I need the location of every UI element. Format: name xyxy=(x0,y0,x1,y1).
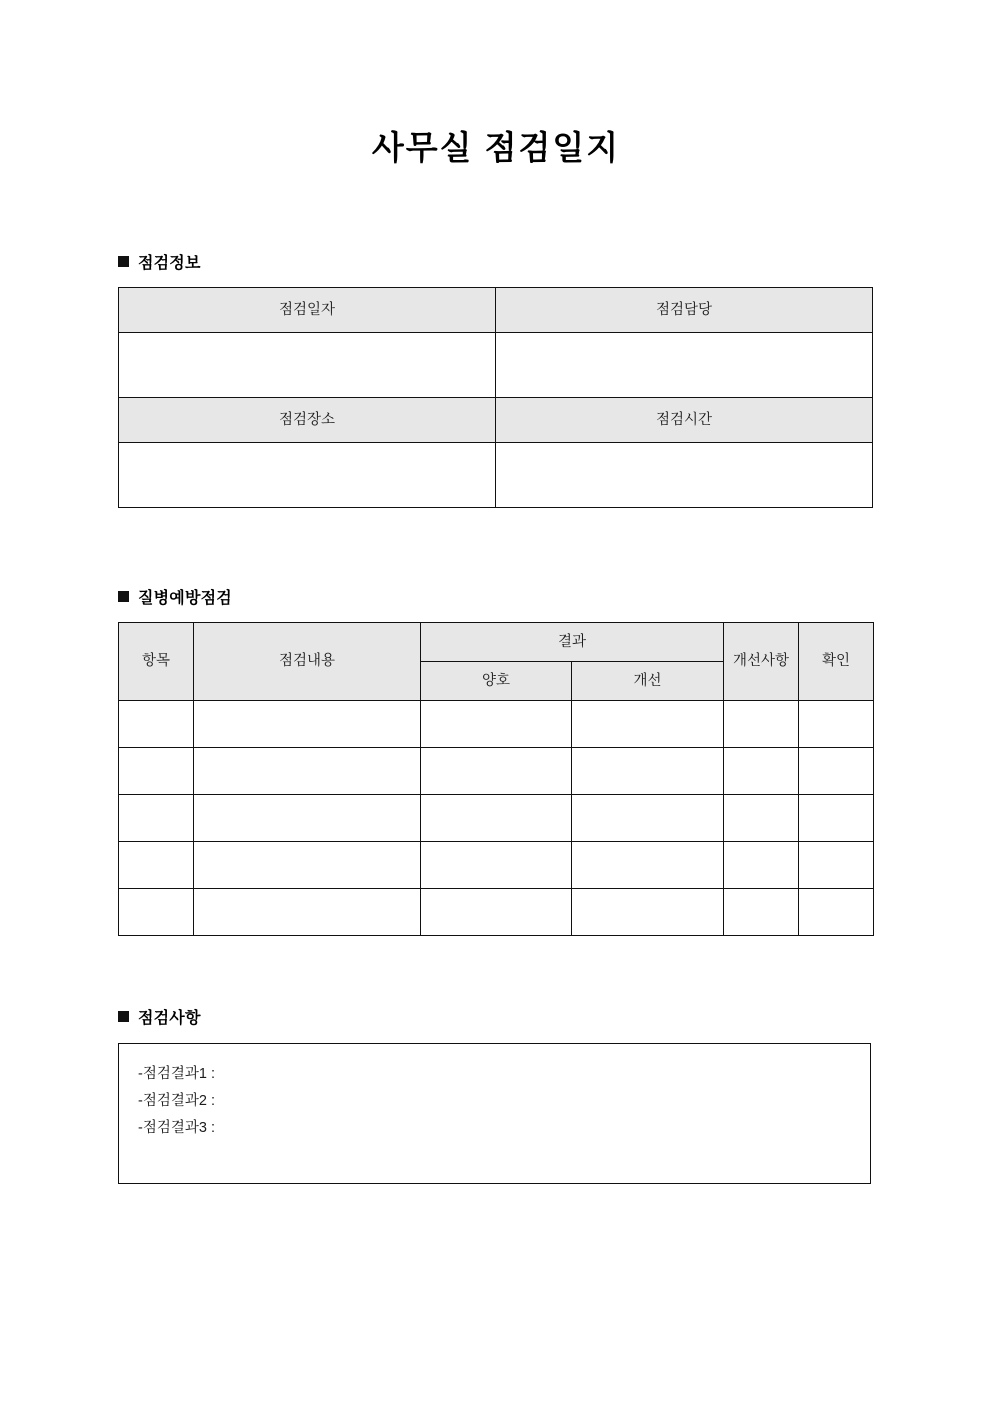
table-header-row xyxy=(119,623,874,662)
disease-prevention-table xyxy=(118,622,874,936)
cell-improvement[interactable] xyxy=(724,842,799,889)
inspection-notes-box[interactable] xyxy=(118,1043,871,1184)
column-header-result-improve: 개선 xyxy=(572,662,724,701)
cell-confirm[interactable] xyxy=(799,842,874,889)
column-header-item: 항목 xyxy=(119,623,194,701)
field-inspector[interactable] xyxy=(496,333,873,398)
square-bullet-icon xyxy=(118,591,129,602)
cell-result-good[interactable] xyxy=(421,748,572,795)
cell-result-good[interactable] xyxy=(421,842,572,889)
label-inspector: 점검담당 xyxy=(496,288,873,333)
note-line-3[interactable]: -점검결과3 : xyxy=(138,1120,215,1136)
table-row xyxy=(119,288,873,333)
section-heading-inspection-info xyxy=(118,250,201,273)
column-header-result: 결과 xyxy=(421,623,724,662)
cell-item[interactable] xyxy=(119,842,194,889)
table-row xyxy=(119,701,874,748)
square-bullet-icon xyxy=(118,256,129,267)
square-bullet-icon xyxy=(118,1011,129,1022)
page-title: 사무실 점검일지 xyxy=(371,129,621,166)
cell-result-improve[interactable] xyxy=(572,701,724,748)
section-heading-disease-prevention xyxy=(118,585,232,608)
cell-result-good[interactable] xyxy=(421,795,572,842)
cell-item[interactable] xyxy=(119,795,194,842)
column-header-improvement: 개선사항 xyxy=(724,623,799,701)
cell-result-improve[interactable] xyxy=(572,748,724,795)
cell-confirm[interactable] xyxy=(799,748,874,795)
field-inspection-place[interactable] xyxy=(119,443,496,508)
column-header-result-good: 양호 xyxy=(421,662,572,701)
label-inspection-date: 점검일자 xyxy=(119,288,496,333)
column-header-confirm: 확인 xyxy=(799,623,874,701)
cell-content[interactable] xyxy=(194,842,421,889)
section-heading-disease-prevention-label: 질병예방점검 xyxy=(138,590,232,607)
cell-improvement[interactable] xyxy=(724,889,799,936)
cell-improvement[interactable] xyxy=(724,795,799,842)
cell-content[interactable] xyxy=(194,701,421,748)
cell-item[interactable] xyxy=(119,748,194,795)
section-heading-inspection-notes xyxy=(118,1005,201,1028)
label-inspection-place: 점검장소 xyxy=(119,398,496,443)
cell-content[interactable] xyxy=(194,795,421,842)
cell-confirm[interactable] xyxy=(799,701,874,748)
table-row xyxy=(119,443,873,508)
note-line-2[interactable]: -점검결과2 : xyxy=(138,1093,215,1109)
cell-content[interactable] xyxy=(194,748,421,795)
table-row xyxy=(119,748,874,795)
table-row xyxy=(119,398,873,443)
cell-confirm[interactable] xyxy=(799,889,874,936)
label-inspection-time: 점검시간 xyxy=(496,398,873,443)
cell-result-improve[interactable] xyxy=(572,842,724,889)
table-row xyxy=(119,333,873,398)
cell-confirm[interactable] xyxy=(799,795,874,842)
field-inspection-time[interactable] xyxy=(496,443,873,508)
cell-item[interactable] xyxy=(119,701,194,748)
cell-content[interactable] xyxy=(194,889,421,936)
cell-result-improve[interactable] xyxy=(572,795,724,842)
cell-item[interactable] xyxy=(119,889,194,936)
cell-result-improve[interactable] xyxy=(572,889,724,936)
table-row xyxy=(119,795,874,842)
table-row xyxy=(119,842,874,889)
cell-result-good[interactable] xyxy=(421,889,572,936)
section-heading-inspection-info-label: 점검정보 xyxy=(138,255,201,272)
note-line-1[interactable]: -점검결과1 : xyxy=(138,1066,215,1082)
cell-improvement[interactable] xyxy=(724,701,799,748)
cell-result-good[interactable] xyxy=(421,701,572,748)
table-row xyxy=(119,889,874,936)
field-inspection-date[interactable] xyxy=(119,333,496,398)
inspection-info-table xyxy=(118,287,873,508)
column-header-inspection-content: 점검내용 xyxy=(194,623,421,701)
cell-improvement[interactable] xyxy=(724,748,799,795)
section-heading-inspection-notes-label: 점검사항 xyxy=(138,1010,201,1027)
